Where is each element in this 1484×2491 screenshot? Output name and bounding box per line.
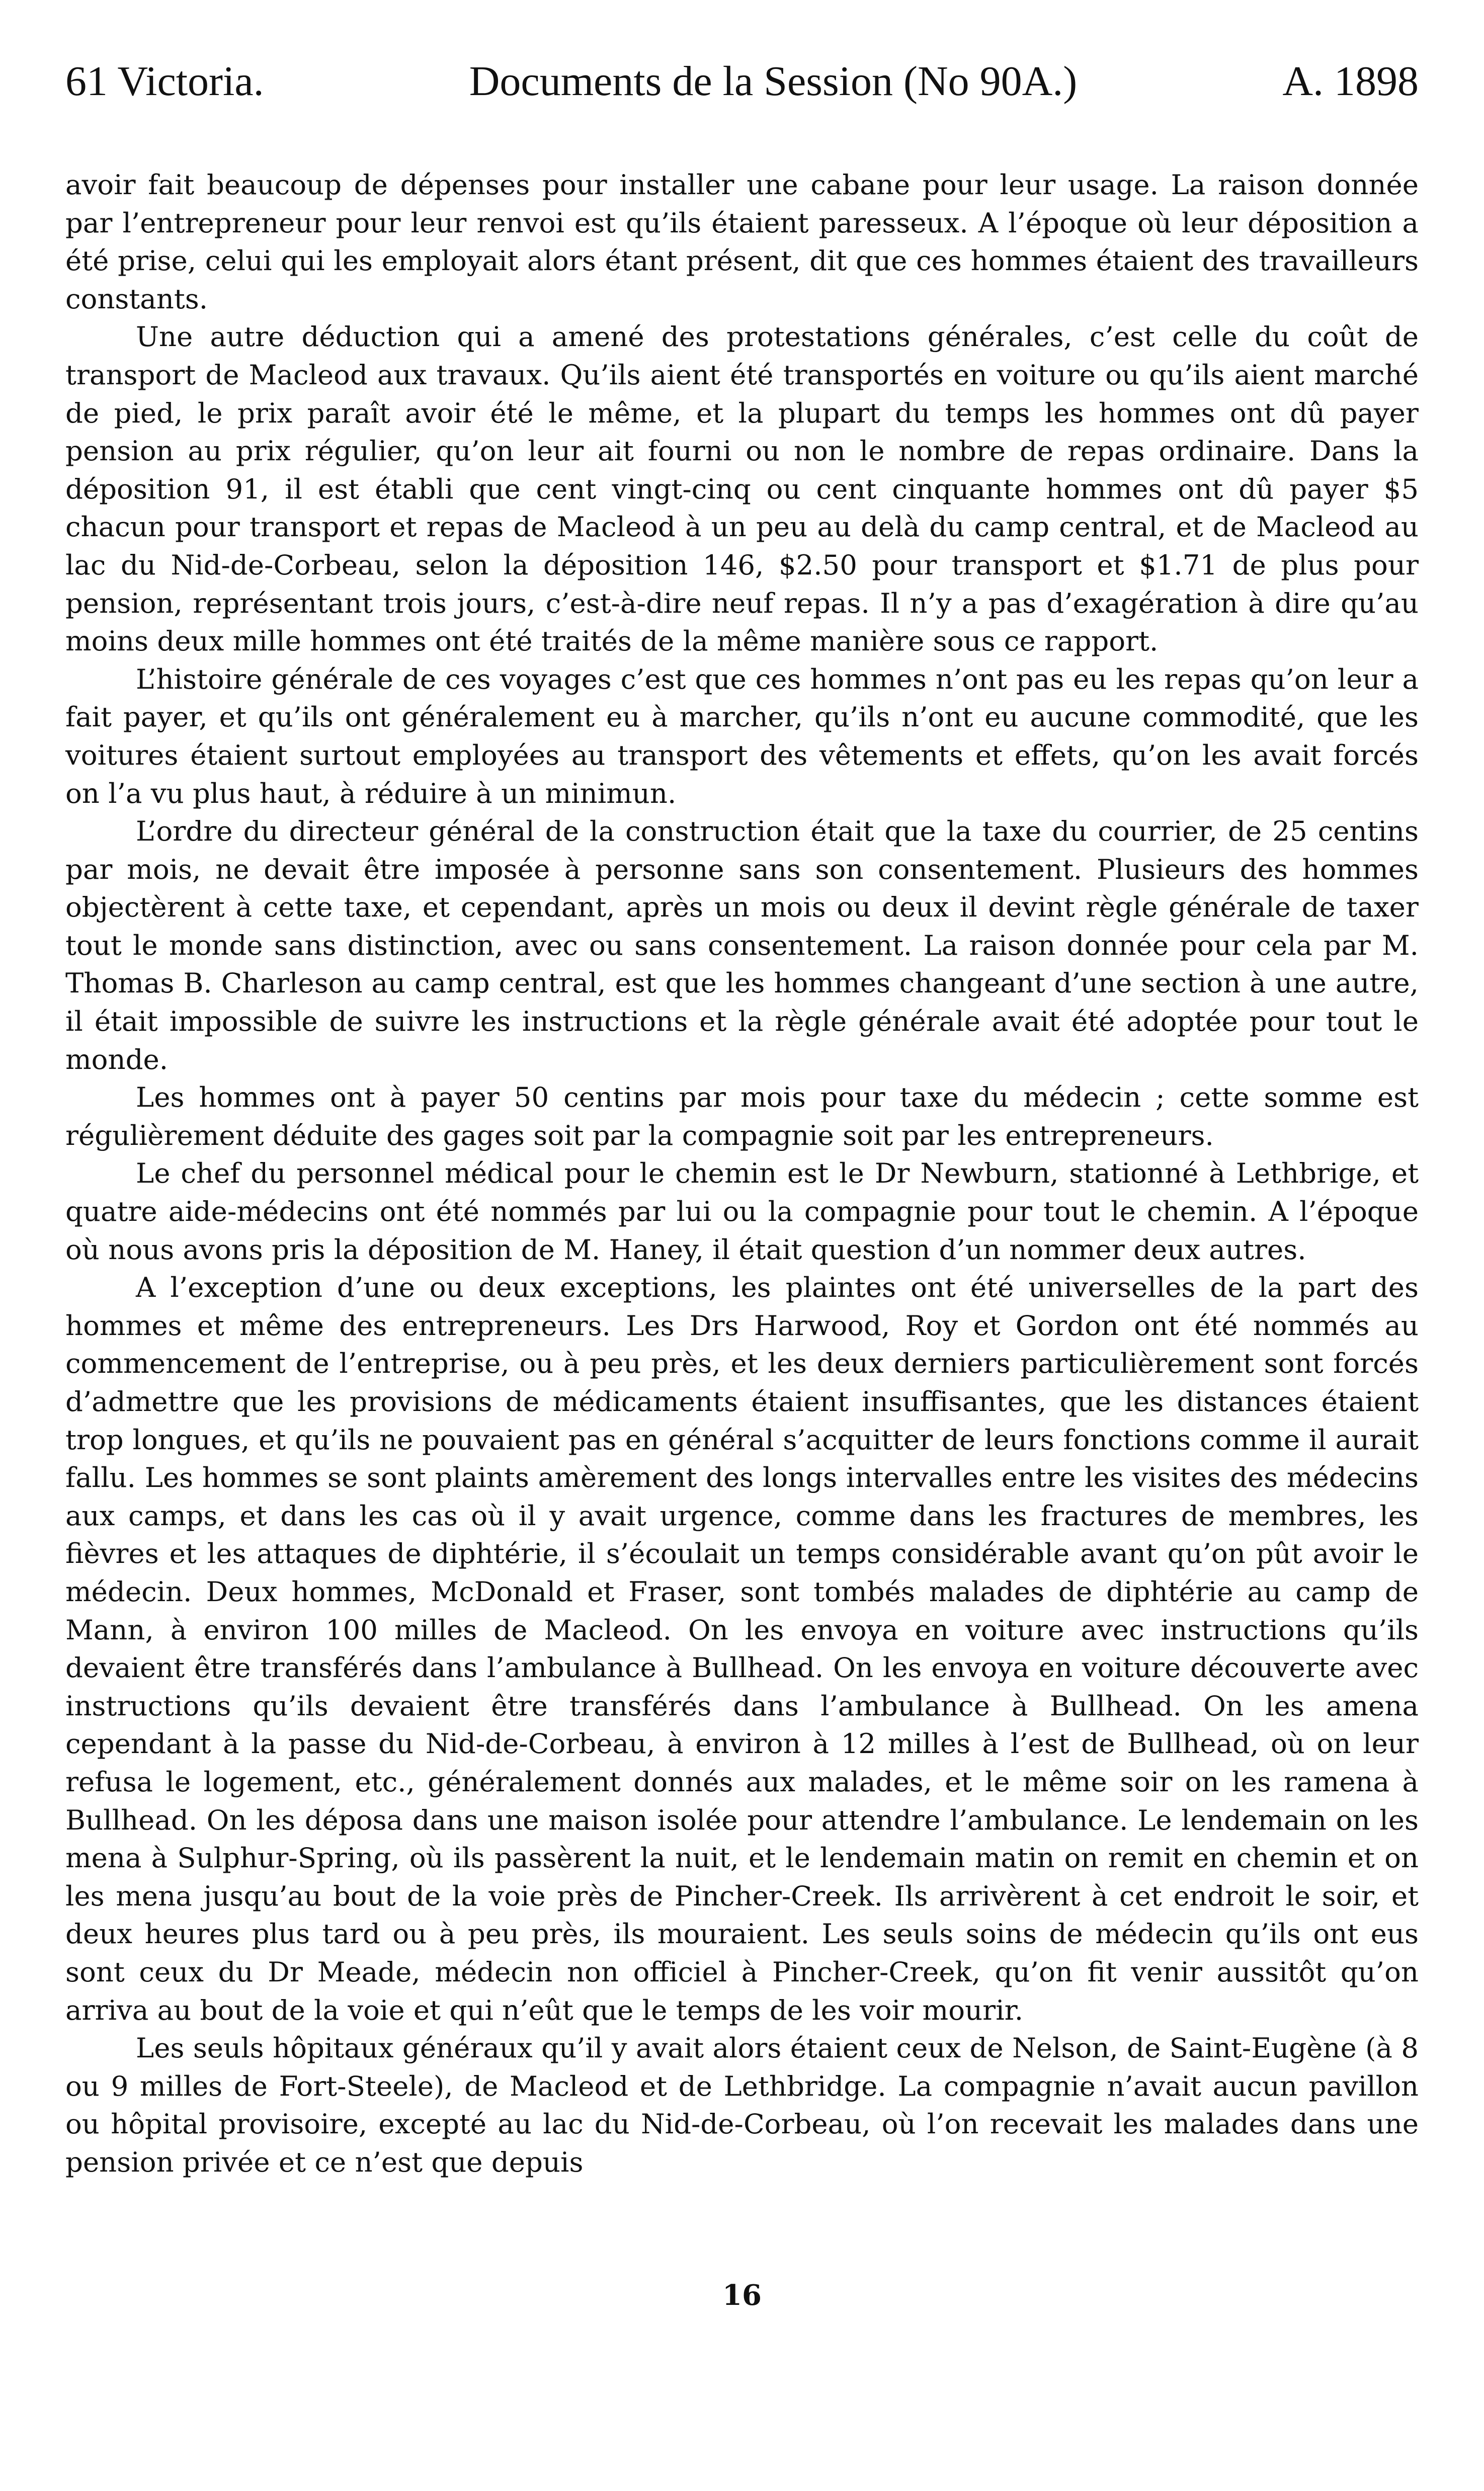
- paragraph: L’ordre du directeur général de la construction était que la taxe du courrier, de 25 centins par mois, ne devait être imposée à personne sans son consentement. Plusieurs des hommes objectèrent à cette taxe, et cependant, après un mois ou deux il devint règle générale de taxer tout le monde sans distinction, avec ou sans consentement. La raison donnée pour cela par M. Thomas B. Charleson au camp central, est que les hommes changeant d’une section à une autre, il était impossible de suivre les instructions et la règle générale avait été adoptée pour tout le monde.: [65, 815, 1419, 1075]
- paragraph: Le chef du personnel médical pour le chemin est le Dr Newburn, stationné à Lethbrige, et quatre aide-médecins ont été nommés par lui ou la compagnie pour tout le chemin. A l’époque où nous avons pris la déposition de M. Haney, il était question d’un nommer deux autres.: [65, 1157, 1419, 1266]
- header-year: A. 1898: [1282, 58, 1419, 105]
- paragraph: Une autre déduction qui a amené des protestations générales, c’est celle du coût de transport de Macleod aux travaux. Qu’ils aient été transportés en voiture ou qu’ils aient marché de pied, le prix paraît avoir été le même, et la plupart du temps les hommes ont dû payer pension au prix régulier, qu’on leur ait fourni ou non le nombre de repas ordinaire. Dans la déposition 91, il est établi que cent vingt-cinq ou cent cinquante hommes ont dû payer $5 chacun pour transport et repas de Macleod à un peu au delà du camp central, et de Macleod au lac du Nid-de-Corbeau, selon la déposition 146, $2.50 pour transport et $1.71 de plus pour pension, représentant trois jours, c’est-à-dire neuf repas. Il n’y a pas d’exagération à dire qu’au moins deux mille hommes ont été traités de la même manière sous ce rapport.: [65, 320, 1419, 657]
- paragraph: L’histoire générale de ces voyages c’est que ces hommes n’ont pas eu les repas qu’on leur a fait payer, et qu’ils ont généralement eu à marcher, qu’ils n’ont eu aucune commodité, que les voitures étaient surtout employées au transport des vêtements et effets, qu’on les avait forcés on l’a vu plus haut, à réduire à un minimun.: [65, 662, 1419, 809]
- paragraph: Les seuls hôpitaux généraux qu’il y avait alors étaient ceux de Nelson, de Saint-Eugène (à 8 ou 9 milles de Fort-Steele), de Macleod et de Lethbridge. La compagnie n’avait aucun pavillon ou hôpital provisoire, excepté au lac du Nid-de-Corbeau, où l’on recevait les malades dans une pension privée et ce n’est que depuis: [65, 2032, 1419, 2178]
- page-number: 16: [722, 2279, 762, 2312]
- body-text: [65, 166, 1419, 2181]
- paragraph-continued: avoir fait beaucoup de dépenses pour installer une cabane pour leur usage. La raison donnée par l’entrepreneur pour leur renvoi est qu’ils étaient paresseux. A l’époque où leur déposition a été prise, celui qui les employait alors étant présent, dit que ces hommes étaient des travailleurs constants.: [65, 169, 1419, 315]
- header-document-title: Documents de la Session (No 90A.): [469, 58, 1078, 105]
- paragraph: A l’exception d’une ou deux exceptions, les plaintes ont été universelles de la part des hommes et même des entrepreneurs. Les Drs Harwood, Roy et Gordon ont été nommés au commencement de l’entreprise, ou à peu près, et les deux derniers particulièrement sont forcés d’admettre que les provisions de médicaments étaient insuffisantes, que les distances étaient trop longues, et qu’ils ne pouvaient pas en général s’acquitter de leurs fonctions comme il aurait fallu. Les hommes se sont plaints amèrement des longs intervalles entre les visites des médecins aux camps, et dans les cas où il y avait urgence, comme dans les fractures de membres, les fièvres et les attaques de diphtérie, il s’écoulait un temps considérable avant qu’on pût avoir le médecin. Deux hommes, McDonald et Fraser, sont tombés malades de diphtérie au camp de Mann, à environ 100 milles de Macleod. On les envoya en voiture avec instructions qu’ils devaient être transférés dans l’ambulance à Bullhead. On les envoya en voiture découverte avec instructions qu’ils devaient être transférés dans l’ambulance à Bullhead. On les amena cependant à la passe du Nid-de-Corbeau, à environ à 12 milles à l’est de Bullhead, où on leur refusa le logement, etc., généralement donnés aux malades, et le même soir on les ramena à Bullhead. On les déposa dans une maison isolée pour attendre l’ambulance. Le lendemain on les mena à Sulphur-Spring, où ils passèrent la nuit, et le lendemain matin on remit en chemin et on les mena jusqu’au bout de la voie près de Pincher-Creek. Ils arrivèrent à cet endroit le soir, et deux heures plus tard ou à peu près, ils mouraient. Les seuls soins de médecin qu’ils ont eus sont ceux du Dr Meade, médecin non officiel à Pincher-Creek, qu’on fit venir aussitôt qu’on arriva au bout de la voie et qui n’eût que le temps de les voir mourir.: [65, 1271, 1419, 2026]
- header-session-year: 61 Victoria.: [65, 58, 264, 105]
- paragraph: Les hommes ont à payer 50 centins par mois pour taxe du médecin ; cette somme est régulièrement déduite des gages soit par la compagnie soit par les entrepreneurs.: [65, 1081, 1419, 1151]
- running-header: [65, 60, 1419, 121]
